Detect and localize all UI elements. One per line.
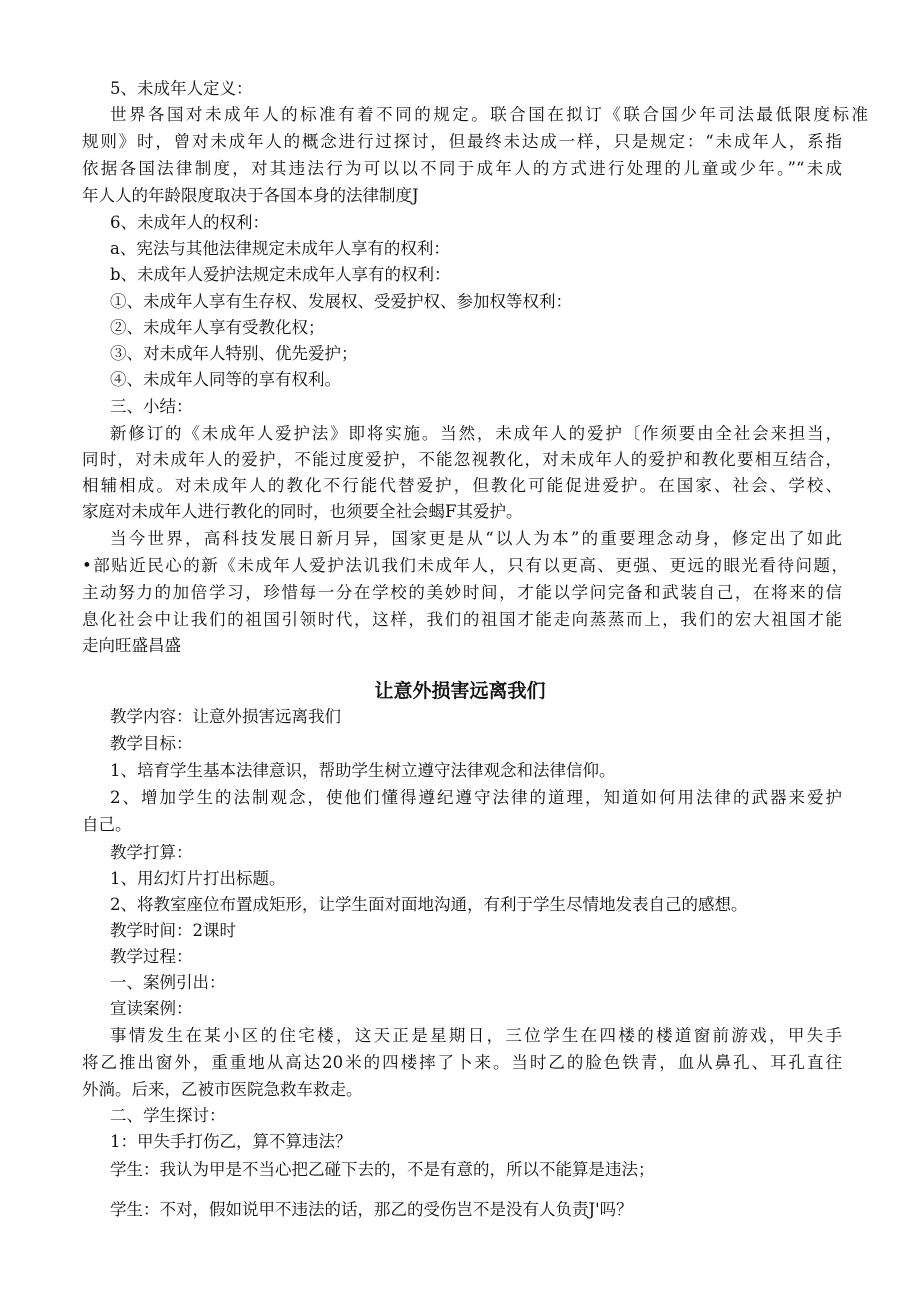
rights-item-b: b、未成年人爱护法规定未成年人享有的权利： bbox=[110, 265, 451, 284]
paragraph-line: 家庭对未成年人进行教化的同时，也须要全社会蝎F其爱护。 bbox=[82, 502, 523, 521]
goal-item-1: 1、培育学生基本法律意识，帮助学生树立遵守法律观念和法律信仰。 bbox=[110, 761, 616, 780]
paragraph-line: 年人人的年龄限度取决于各国本身的法律制度J bbox=[82, 186, 419, 205]
student-answer-2: 学生：不对，假如说甲不违法的话，那乙的受伤岂不是没有人负责J'吗？ bbox=[110, 1200, 633, 1219]
paragraph-line: 将乙推出窗外，重重地从高达20米的四楼摔了卜来。当时乙的脸色铁青，血从鼻孔、耳孔直往 bbox=[82, 1053, 842, 1072]
paragraph-line: 新修订的《未成年人爱护法》即将实施。当然，未成年人的爱护〔作须要由全社会来担当， bbox=[110, 424, 842, 443]
prep-heading: 教学打算： bbox=[110, 843, 193, 862]
paragraph-line: 事情发生在某小区的住宅楼，这天正是星期日，三位学生在四楼的楼道窗前游戏，甲失手 bbox=[110, 1026, 842, 1045]
paragraph-line: 外淌。后来，乙被市医院急救车救走。 bbox=[82, 1080, 363, 1099]
paragraph-line: 同时，对未成年人的爱护，不能过度爱护，不能忽视教化，对未成年人的爱护和教化要相互结合， bbox=[82, 450, 842, 469]
teaching-content: 教学内容：让意外损害远离我们 bbox=[110, 707, 341, 726]
paragraph-line: 世界各国对未成年人的标准有着不同的规定。联合国在拟订《联合国少年司法最低限度标准 bbox=[110, 105, 868, 124]
case-read: 宣读案例： bbox=[110, 999, 193, 1018]
paragraph-line: 规则》时，曾对未成年人的概念进行过探讨，但最终未达成一样，只是规定：“未成年人，系指 bbox=[82, 132, 842, 151]
goal-item-2: 2、增加学生的法制观念，使他们懂得遵纪遵守法律的道理，知道如何用法律的武器来爱护 bbox=[110, 788, 842, 807]
summary-heading: 三、小结： bbox=[110, 397, 193, 416]
prep-item-1: 1、用幻灯片打出标题。 bbox=[110, 869, 286, 888]
process-heading: 教学过程： bbox=[110, 947, 193, 966]
teaching-time: 教学时间：2课时 bbox=[110, 921, 236, 940]
paragraph-line: 息化社会中让我们的祖国引领时代，这样，我们的祖国才能走向蒸蒸而上，我们的宏大祖国才能 bbox=[82, 610, 842, 629]
section-heading-definition: 5、未成年人定义： bbox=[110, 79, 253, 98]
paragraph-line: 相辅相成。对未成年人的教化不行能代替爱护，但教化可能促进爱护。在国家、社会、学校、 bbox=[82, 476, 842, 495]
paragraph-line: •部贴近民心的新《未成年人爱护法讥我们未成年人，只有以更高、更强、更远的眼光看待问题， bbox=[82, 556, 848, 575]
rights-item-4: ④、未成年人同等的享有权利。 bbox=[110, 370, 341, 389]
section-heading-rights: 6、未成年人的权利： bbox=[110, 213, 269, 232]
paragraph-line: 依据各国法律制度，对其违法行为可以以不同于成年人的方式进行处理的儿童或少年。”“未成 bbox=[82, 159, 842, 178]
paragraph-line: 自己。 bbox=[82, 815, 132, 834]
rights-item-2: ②、未成年人享有受教化权； bbox=[110, 318, 325, 337]
paragraph-line: 当今世界，高科技发展日新月异，国家更是从“以人为本”的重要理念动身，修定出了如此 bbox=[110, 529, 842, 548]
rights-item-3: ③、对未成年人特别、优先爱护； bbox=[110, 344, 358, 363]
goal-heading: 教学目标： bbox=[110, 734, 193, 753]
question-1: 1：甲失手打伤乙，算不算违法？ bbox=[110, 1132, 352, 1151]
case-heading: 一、案例引出： bbox=[110, 973, 226, 992]
rights-item-1: ①、未成年人享有生存权、发展权、受爱护权、参加权等权利： bbox=[110, 292, 572, 311]
paragraph-line: 走向旺盛昌盛 bbox=[82, 636, 181, 655]
rights-item-a: a、宪法与其他法律规定未成年人享有的权利： bbox=[110, 239, 450, 258]
discuss-heading: 二、学生探讨： bbox=[110, 1106, 226, 1125]
prep-item-2: 2、将教室座位布置成矩形，让学生面对面地沟通，有利于学生尽情地发表自己的感想。 bbox=[110, 895, 748, 914]
paragraph-line: 主动努力的加倍学习，珍惜每一分在学校的美妙时间，才能以学问完备和武装自己，在将来的信 bbox=[82, 583, 842, 602]
student-answer-1: 学生：我认为甲是不当心把乙碰下去的，不是有意的，所以不能算是违法； bbox=[110, 1160, 655, 1179]
lesson-title: 让意外损害远离我们 bbox=[374, 680, 546, 702]
